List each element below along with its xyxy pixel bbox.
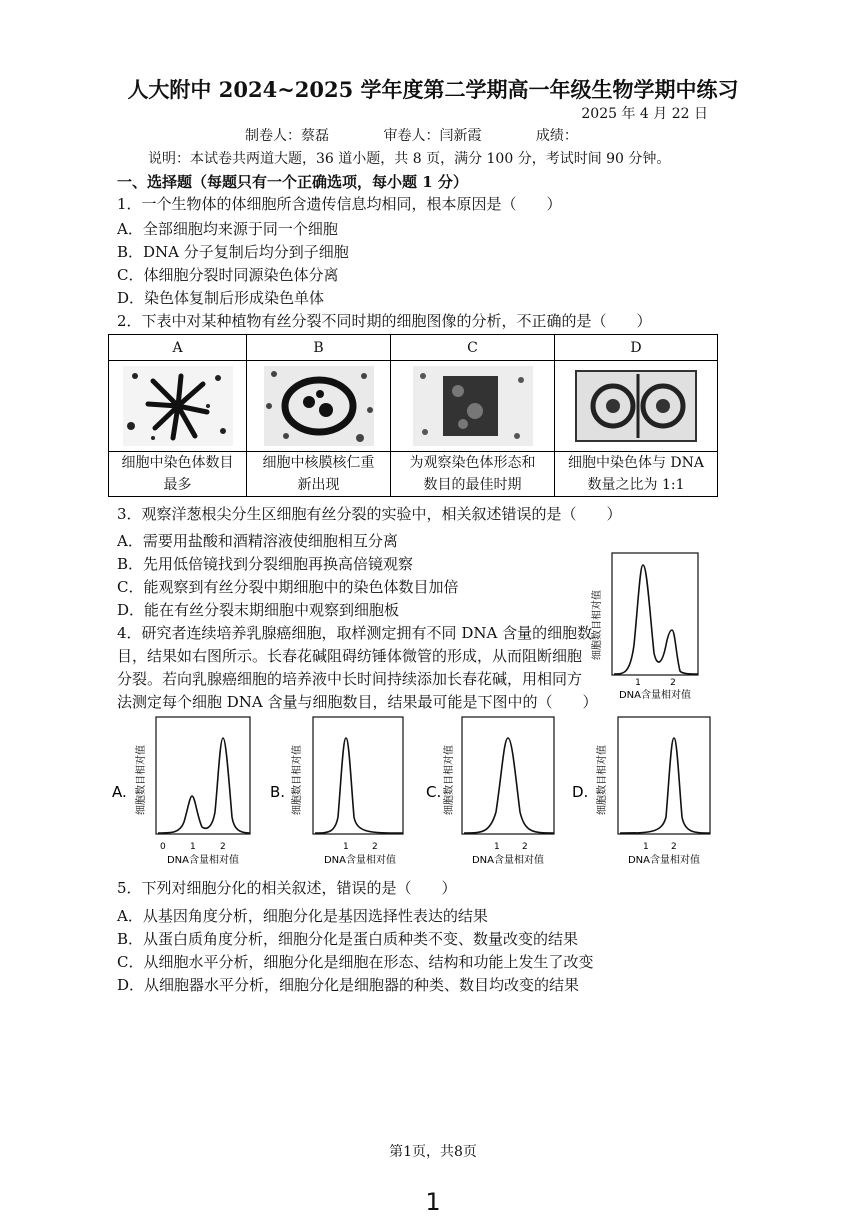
question-5-option-d: D．从细胞器水平分析，细胞分化是细胞器的种类、数目均改变的结果 <box>117 976 580 994</box>
caption-d-line1: 细胞中染色体与 DNA <box>567 455 705 471</box>
q4-option-graphs <box>110 712 730 872</box>
table-caption-a <box>109 452 247 497</box>
table-header-a: A <box>109 335 247 361</box>
question-4-line2: 目，结果如右图所示。长春花碱阻碍纺锤体微管的形成，从而阻断细胞 <box>117 647 583 665</box>
caption-d-line2: 数量之比为 1:1 <box>587 477 685 493</box>
option-d-letter: D. <box>572 783 589 801</box>
option-d-curve <box>620 738 710 833</box>
option-d-frame <box>618 717 710 834</box>
option-a-tick-1: 1 <box>190 842 196 852</box>
option-c-curve <box>464 738 554 833</box>
question-5-option-a: A．从基因角度分析，细胞分化是基因选择性表达的结果 <box>117 907 488 925</box>
option-a-axis-x: DNA含量相对值 <box>166 855 240 866</box>
cell-image-c <box>391 361 555 452</box>
option-b-tick-1: 1 <box>343 842 349 852</box>
page-number: 1 <box>425 1188 441 1216</box>
question-4-line1: 4．研究者连续培养乳腺癌细胞，取样测定拥有不同 DNA 含量的细胞数 <box>117 624 593 642</box>
section-title: 一、选择题（每题只有一个正确选项，每小题 1 分） <box>117 173 468 191</box>
caption-b-line2: 新出现 <box>297 477 340 493</box>
reviewer-label: 审卷人：闫新霞 <box>383 128 482 144</box>
question-3-option-c: C．能观察到有丝分裂中期细胞中的染色体数目加倍 <box>117 578 459 596</box>
option-a-curve <box>158 738 250 833</box>
exam-meta <box>245 125 628 145</box>
option-c-axis-x: DNA含量相对值 <box>471 855 545 866</box>
option-c-frame <box>462 717 554 834</box>
maker-label: 制卷人：蔡磊 <box>245 128 329 144</box>
option-b-tick-2: 2 <box>372 842 378 852</box>
cell-image-a <box>109 361 247 452</box>
question-2-table <box>108 334 718 497</box>
option-a-frame <box>156 717 250 834</box>
question-1-option-d: D．染色体复制后形成染色单体 <box>117 289 325 307</box>
ref-distribution-curve <box>614 565 698 674</box>
option-a-axis-y: 细胞数目相对值 <box>136 745 147 815</box>
option-b-axis-y: 细胞数目相对值 <box>292 745 303 815</box>
question-3-option-b: B．先用低倍镜找到分裂细胞再换高倍镜观察 <box>117 555 414 573</box>
option-b-letter: B. <box>270 783 286 801</box>
caption-b-line1: 细胞中核膜核仁重 <box>262 455 375 471</box>
ref-tick-1: 1 <box>635 678 641 688</box>
page-footer: 第1页，共8页 <box>389 1144 477 1160</box>
option-b-axis-x: DNA含量相对值 <box>323 855 397 866</box>
question-4-line4: 法测定每个细胞 DNA 含量与细胞数目，结果最可能是下图中的（ ） <box>117 693 598 711</box>
cell-image-b <box>247 361 391 452</box>
option-c-tick-2: 2 <box>522 842 528 852</box>
table-header-d: D <box>555 335 718 361</box>
option-c-axis-y: 细胞数目相对值 <box>444 745 455 815</box>
option-a-tick-0: 0 <box>160 842 166 852</box>
option-d-axis-x: DNA含量相对值 <box>627 855 701 866</box>
micrograph-a <box>123 366 233 446</box>
ref-axis-y-label: 细胞数目相对值 <box>592 590 603 660</box>
option-c-tick-1: 1 <box>494 842 500 852</box>
option-b-frame <box>313 717 403 834</box>
question-3-option-d: D．能在有丝分裂末期细胞中观察到细胞板 <box>117 601 400 619</box>
question-3-option-a: A．需要用盐酸和酒精溶液使细胞相互分离 <box>117 532 398 550</box>
q4-reference-graph <box>590 545 710 705</box>
table-header-b: B <box>247 335 391 361</box>
option-d-tick-1: 1 <box>643 842 649 852</box>
question-2-stem: 2．下表中对某种植物有丝分裂不同时期的细胞图像的分析，不正确的是（ ） <box>117 312 652 330</box>
question-1-stem: 1．一个生物体的体细胞所含遗传信息均相同，根本原因是（ ） <box>117 195 562 213</box>
cell-image-d <box>555 361 718 452</box>
caption-a-line1: 细胞中染色体数目 <box>121 455 234 471</box>
question-1-option-a: A．全部细胞均来源于同一个细胞 <box>117 220 338 238</box>
question-4-line3: 分裂。若向乳腺癌细胞的培养液中长时间持续添加长春花碱，用相同方 <box>117 670 583 688</box>
micrograph-d <box>571 366 701 446</box>
table-header-c: C <box>391 335 555 361</box>
ref-tick-2: 2 <box>670 678 676 688</box>
caption-c-line1: 为观察染色体形态和 <box>409 455 536 471</box>
question-5-option-c: C．从细胞水平分析，细胞分化是细胞在形态、结构和功能上发生了改变 <box>117 953 594 971</box>
option-a-tick-2: 2 <box>220 842 226 852</box>
table-caption-d <box>555 452 718 497</box>
micrograph-b <box>264 366 374 446</box>
caption-c-line2: 数目的最佳时期 <box>423 477 522 493</box>
question-5-stem: 5．下列对细胞分化的相关叙述，错误的是（ ） <box>117 879 457 897</box>
question-1-option-b: B．DNA 分子复制后均分到子细胞 <box>117 243 349 261</box>
micrograph-c <box>413 366 533 446</box>
table-caption-b <box>247 452 391 497</box>
question-3-stem: 3．观察洋葱根尖分生区细胞有丝分裂的实验中，相关叙述错误的是（ ） <box>117 505 622 523</box>
option-a-letter: A. <box>112 783 127 801</box>
exam-description: 说明：本试卷共两道大题，36 道小题，共 8 页，满分 100 分，考试时间 90 分钟。 <box>148 151 671 167</box>
option-d-tick-2: 2 <box>671 842 677 852</box>
exam-title: 人大附中 2024~2025 学年度第二学期高一年级生物学期中练习 <box>127 77 739 102</box>
option-b-curve <box>315 738 403 833</box>
question-1-option-c: C．体细胞分裂时同源染色体分离 <box>117 266 339 284</box>
ref-axis-x-label: DNA含量相对值 <box>618 690 692 701</box>
score-label: 成绩： <box>535 128 578 144</box>
table-caption-c <box>391 452 555 497</box>
option-d-axis-y: 细胞数目相对值 <box>597 745 608 815</box>
question-5-option-b: B．从蛋白质角度分析，细胞分化是蛋白质种类不变、数量改变的结果 <box>117 930 579 948</box>
exam-date: 2025 年 4 月 22 日 <box>581 106 708 122</box>
option-c-letter: C. <box>426 783 442 801</box>
caption-a-line2: 最多 <box>163 477 192 493</box>
